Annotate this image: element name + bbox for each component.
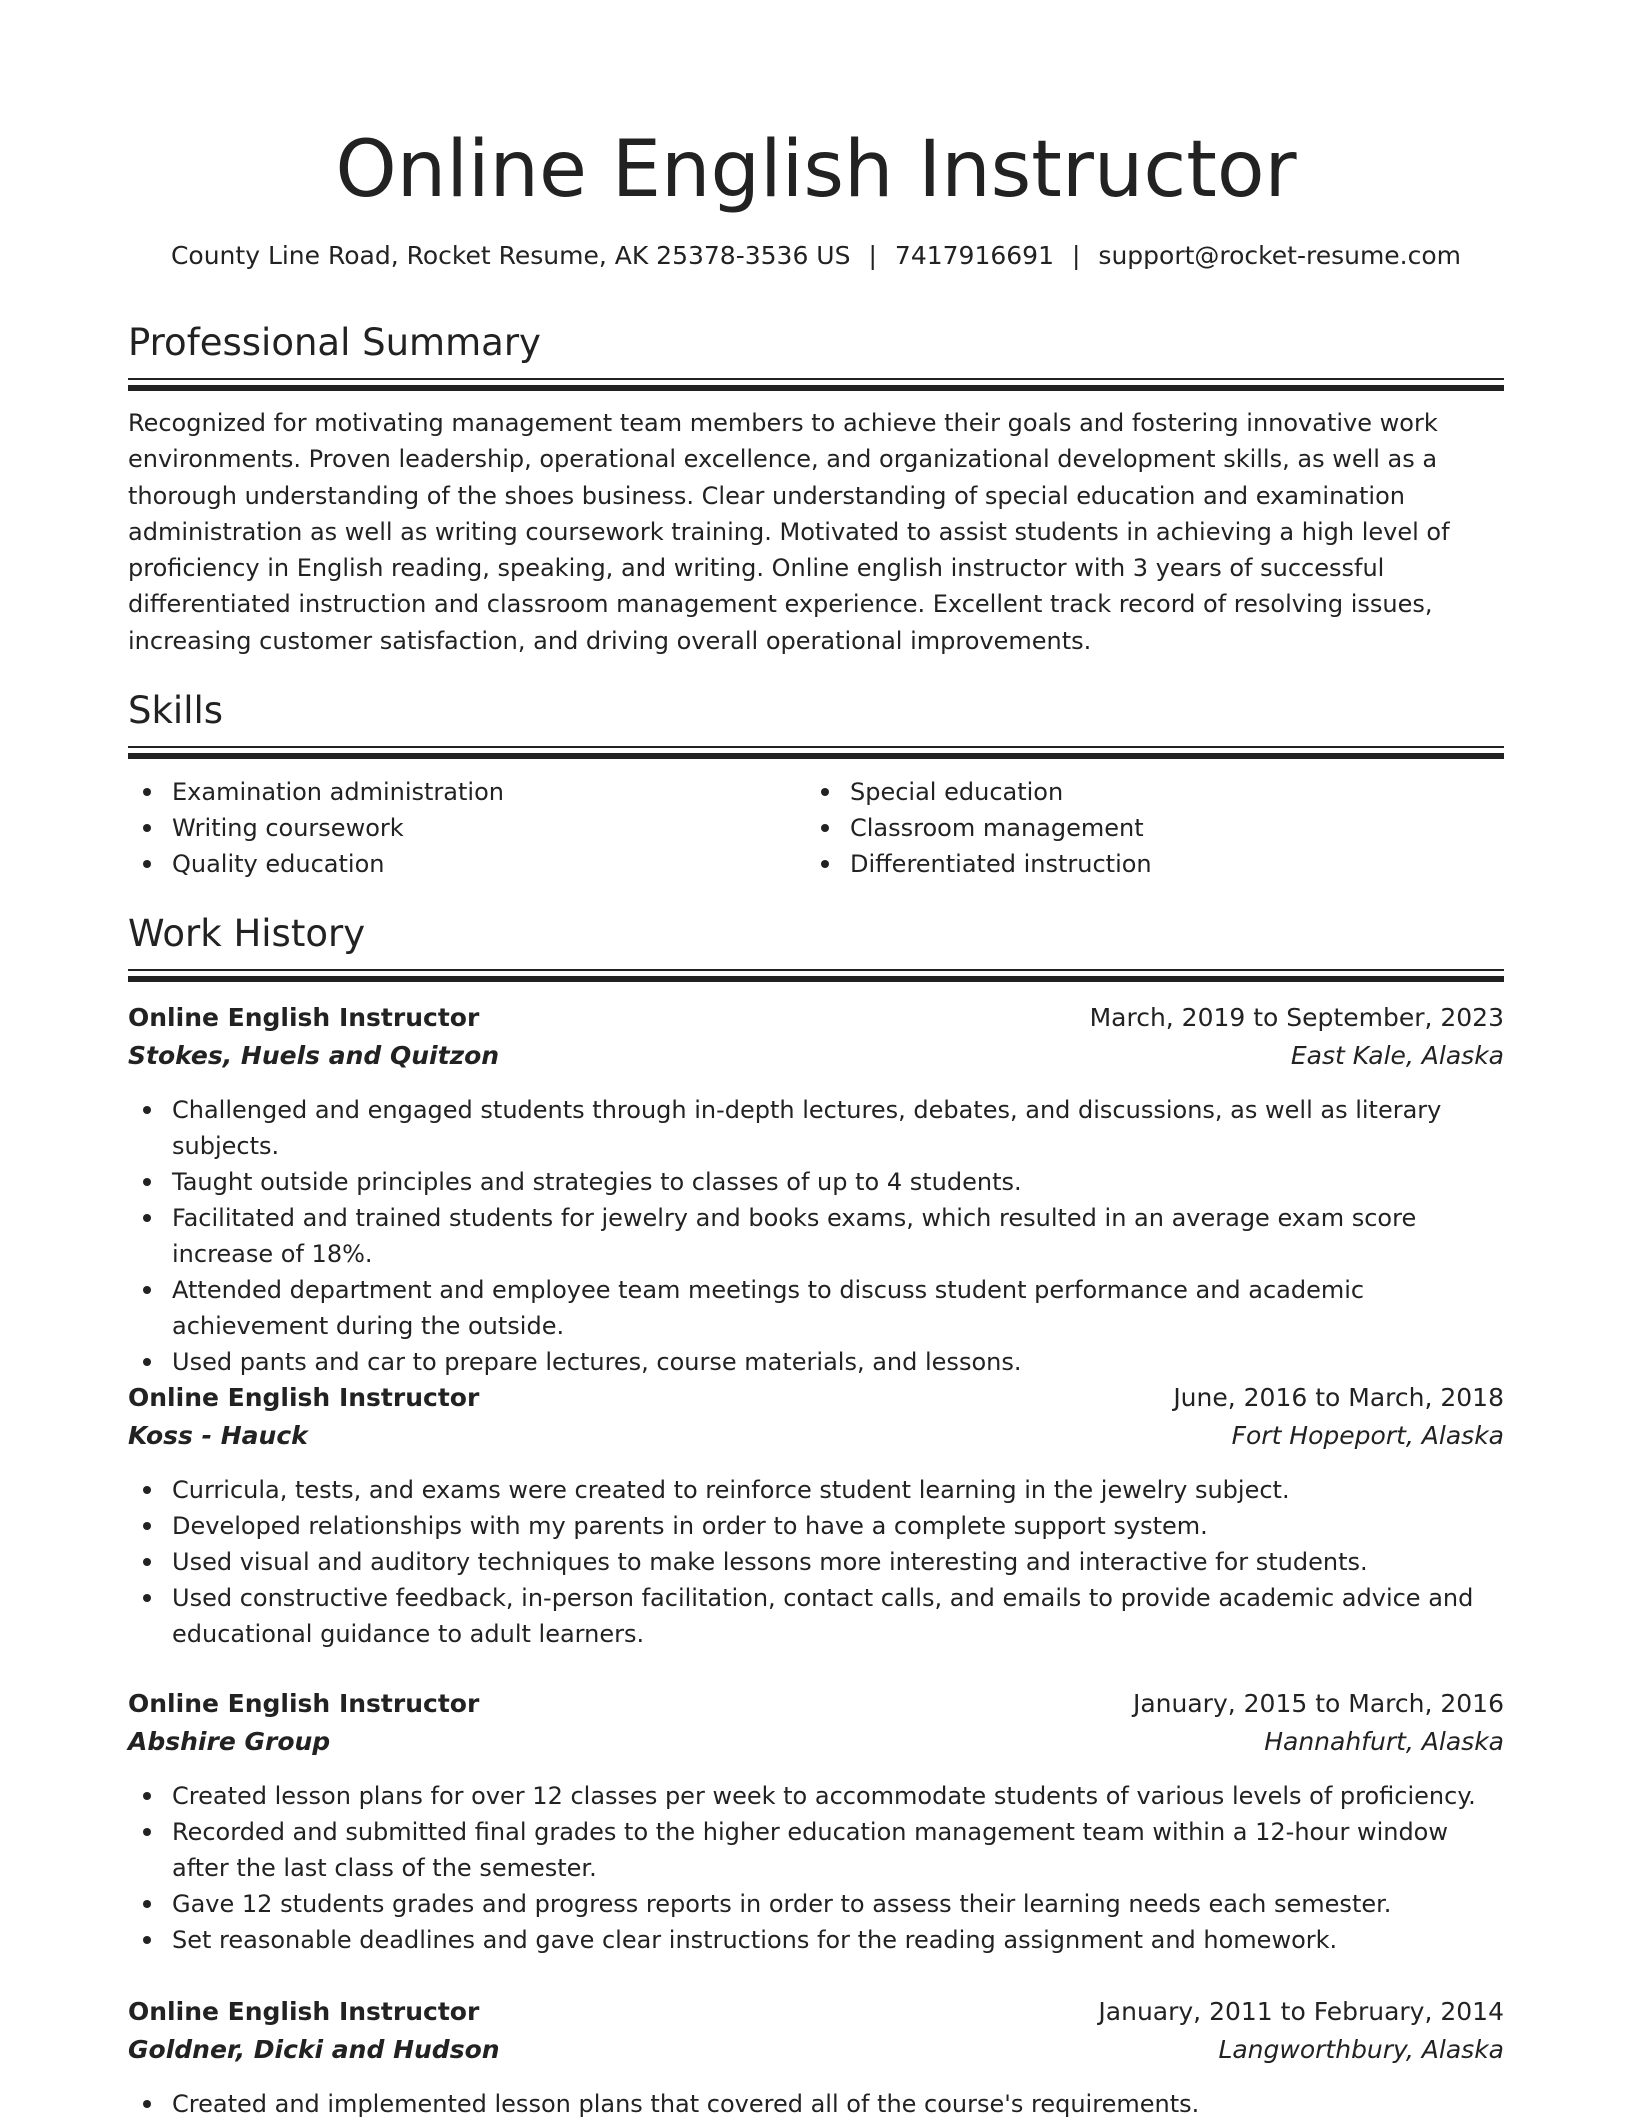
job-title: Online English Instructor xyxy=(128,1383,480,1412)
skills-heading: Skills xyxy=(128,689,224,732)
job-bullet: Used constructive feedback, in-person facilitation, contact calls, and emails to provide academic advice and educational guidance to adult learners. xyxy=(128,1580,1504,1652)
job-dates: June, 2016 to March, 2018 xyxy=(1173,1383,1504,1412)
job-bullet: Used pants and car to prepare lectures, course materials, and lessons. xyxy=(128,1344,1504,1380)
skill-item: Special education xyxy=(806,774,1466,810)
contact-line xyxy=(128,238,1504,274)
job-title: Online English Instructor xyxy=(128,1997,480,2026)
skills-column-right xyxy=(806,774,1466,882)
skill-item: Differentiated instruction xyxy=(806,846,1466,882)
job-bullet: Recorded and submitted final grades to the higher education management team within a 12-hour window after the last class of the semester. xyxy=(128,1814,1504,1886)
job-entry xyxy=(128,1994,1504,2122)
job-bullet: Gave 12 students grades and progress reports in order to assess their learning needs each semester. xyxy=(128,1886,1504,1922)
skill-item: Writing coursework xyxy=(128,810,788,846)
section-divider xyxy=(128,969,1504,982)
job-dates: January, 2015 to March, 2016 xyxy=(1132,1689,1504,1718)
job-bullet: Attended department and employee team meetings to discuss student performance and academic achievement during the outside. xyxy=(128,1272,1504,1344)
job-company: Koss - Hauck xyxy=(128,1421,308,1450)
job-bullet: Facilitated and trained students for jewelry and books exams, which resulted in an average exam score increase of 18%. xyxy=(128,1200,1504,1272)
job-location: East Kale, Alaska xyxy=(1290,1041,1504,1070)
skill-item: Examination administration xyxy=(128,774,788,810)
contact-separator: | xyxy=(1071,241,1081,270)
skill-item: Classroom management xyxy=(806,810,1466,846)
job-location: Hannahfurt, Alaska xyxy=(1264,1727,1504,1756)
job-bullet: Challenged and engaged students through in-depth lectures, debates, and discussions, as well as literary subjects. xyxy=(128,1092,1504,1164)
job-bullet: Curricula, tests, and exams were created to reinforce student learning in the jewelry subject. xyxy=(128,1472,1504,1508)
candidate-name: Online English Instructor xyxy=(335,125,1297,215)
section-divider xyxy=(128,746,1504,759)
summary-text: Recognized for motivating management team members to achieve their goals and fostering innovative work environments. Proven leadership, operational excellence, and organizational development skills, as well as a thorough understanding of the shoes business. Clear understanding of special education and examination administration as well as writing coursework training. Motivated to assist students in achieving a high level of proficiency in English reading, speaking, and writing. Online english instructor with 3 years of successful differentiated instruction and classroom management experience. Excellent track record of resolving issues, increasing customer satisfaction, and driving overall operational improvements. xyxy=(128,409,1450,655)
skills-column-left xyxy=(128,774,788,882)
job-company: Abshire Group xyxy=(128,1727,331,1756)
job-bullet: Developed relationships with my parents in order to have a complete support system. xyxy=(128,1508,1504,1544)
section-divider xyxy=(128,378,1504,391)
job-bullet: Created and implemented lesson plans that covered all of the course's requirements. xyxy=(128,2086,1504,2122)
job-bullet: Set reasonable deadlines and gave clear instructions for the reading assignment and homework. xyxy=(128,1922,1504,1958)
job-entry xyxy=(128,1380,1504,1652)
contact-phone[interactable]: 7417916691 xyxy=(894,241,1054,270)
job-company: Goldner, Dicki and Hudson xyxy=(128,2035,500,2064)
job-entry xyxy=(128,1686,1504,1958)
job-bullet: Used visual and auditory techniques to make lessons more interesting and interactive for students. xyxy=(128,1544,1504,1580)
work-history-heading: Work History xyxy=(128,912,366,955)
job-entry xyxy=(128,1000,1504,1380)
job-dates: March, 2019 to September, 2023 xyxy=(1089,1003,1504,1032)
contact-address: County Line Road, Rocket Resume, AK 25378-3536 US xyxy=(170,241,851,270)
job-bullet: Created lesson plans for over 12 classes per week to accommodate students of various levels of proficiency. xyxy=(128,1778,1504,1814)
contact-separator: | xyxy=(868,241,877,270)
contact-email[interactable]: support@rocket-resume.com xyxy=(1098,241,1462,270)
job-company: Stokes, Huels and Quitzon xyxy=(128,1041,500,1070)
job-dates: January, 2011 to February, 2014 xyxy=(1098,1997,1504,2026)
job-title: Online English Instructor xyxy=(128,1689,480,1718)
summary-heading: Professional Summary xyxy=(128,321,541,364)
job-location: Langworthbury, Alaska xyxy=(1218,2035,1504,2064)
skill-item: Quality education xyxy=(128,846,788,882)
job-bullet: Taught outside principles and strategies to classes of up to 4 students. xyxy=(128,1164,1504,1200)
job-title: Online English Instructor xyxy=(128,1003,480,1032)
job-location: Fort Hopeport, Alaska xyxy=(1231,1421,1504,1450)
